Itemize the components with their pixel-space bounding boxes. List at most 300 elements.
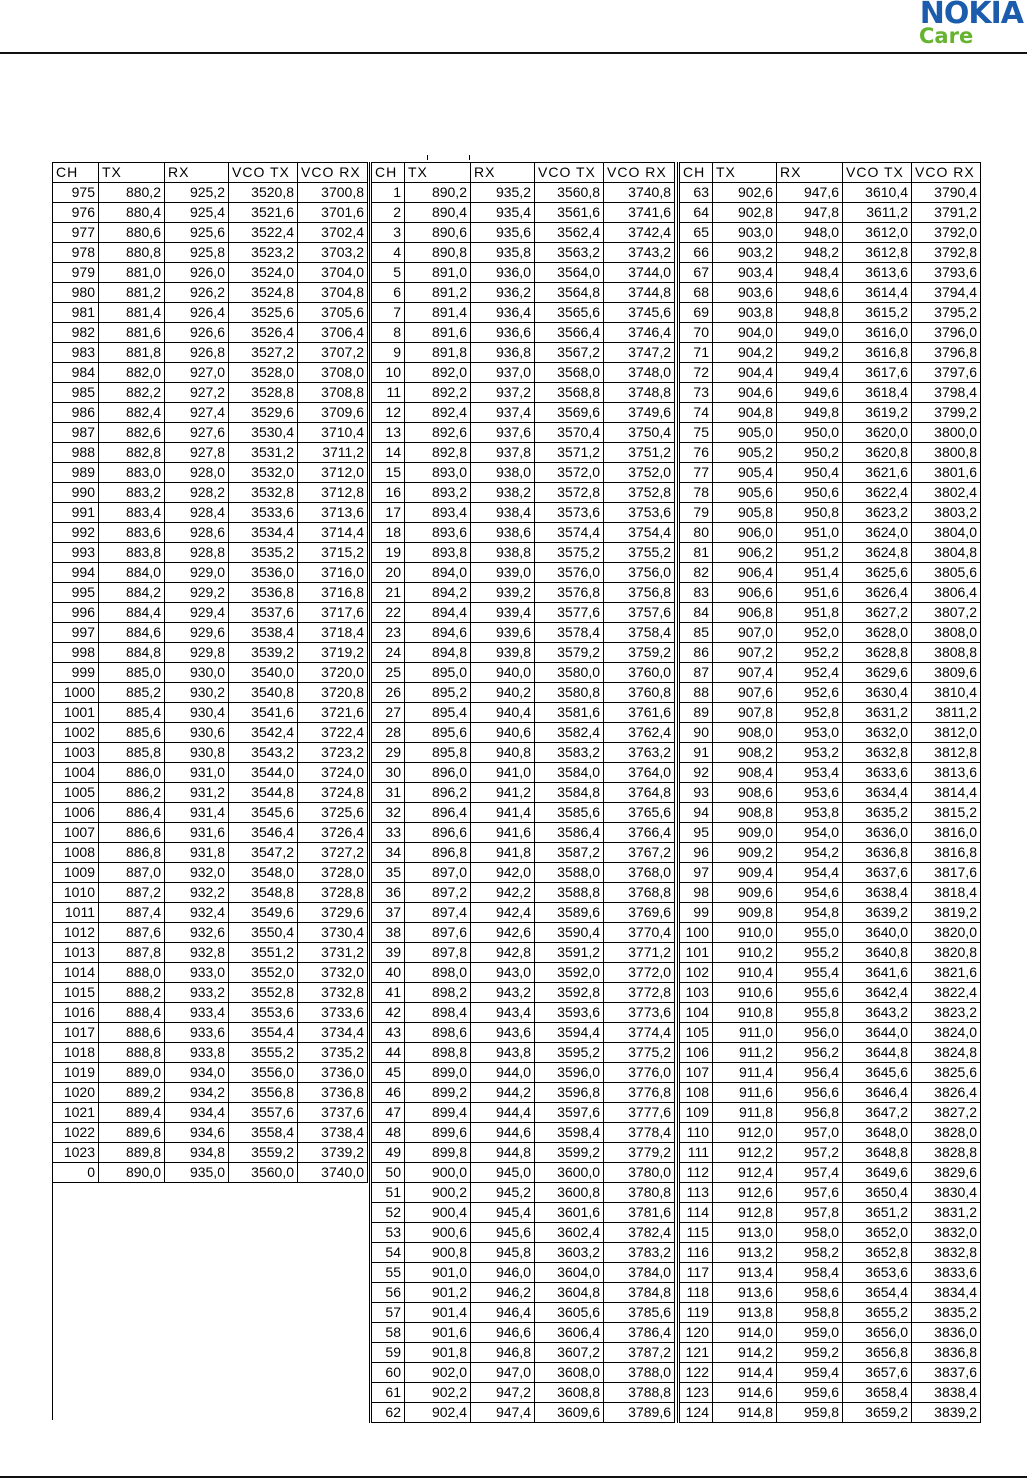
cell-vco-rx: 3814,4	[912, 783, 981, 803]
cell-ch: 86	[679, 643, 713, 663]
table-row	[53, 823, 368, 843]
cell-ch: 33	[371, 823, 405, 843]
table-row	[679, 823, 981, 843]
cell-vco-tx: 3554,4	[229, 1023, 298, 1043]
cell-vco-rx: 3786,4	[604, 1323, 675, 1343]
cell-vco-tx: 3642,4	[843, 983, 912, 1003]
table-row	[53, 1143, 368, 1163]
cell-rx: 954,8	[777, 903, 843, 923]
cell-ch: 1023	[53, 1143, 99, 1163]
cell-tx: 887,2	[99, 883, 165, 903]
cell-vco-tx: 3618,4	[843, 383, 912, 403]
cell-vco-tx: 3641,6	[843, 963, 912, 983]
cell-vco-tx: 3616,8	[843, 343, 912, 363]
table-row	[371, 1163, 675, 1183]
table-row	[53, 1043, 368, 1063]
table-row	[371, 1123, 675, 1143]
cell-tx: 890,2	[405, 183, 471, 203]
table-row	[679, 223, 981, 243]
cell-ch: 67	[679, 263, 713, 283]
cell-vco-tx: 3548,0	[229, 863, 298, 883]
cell-tx: 893,8	[405, 543, 471, 563]
cell-rx: 940,0	[471, 663, 535, 683]
table-row	[679, 683, 981, 703]
table-row	[679, 1263, 981, 1283]
cell-ch: 12	[371, 403, 405, 423]
table-row	[371, 983, 675, 1003]
table-row	[371, 1243, 675, 1263]
cell-tx: 897,8	[405, 943, 471, 963]
cell-vco-rx: 3773,6	[604, 1003, 675, 1023]
table-row	[371, 543, 675, 563]
cell-vco-rx: 3711,2	[298, 443, 368, 463]
cell-vco-rx: 3736,8	[298, 1083, 368, 1103]
cell-tx: 906,2	[713, 543, 777, 563]
cell-vco-tx: 3657,6	[843, 1363, 912, 1383]
table-row	[371, 803, 675, 823]
cell-vco-rx: 3784,0	[604, 1263, 675, 1283]
cell-vco-tx: 3527,2	[229, 343, 298, 363]
cell-tx: 913,2	[713, 1243, 777, 1263]
table-row	[371, 343, 675, 363]
cell-rx: 943,8	[471, 1043, 535, 1063]
table-row	[53, 323, 368, 343]
cell-rx: 948,4	[777, 263, 843, 283]
cell-ch: 59	[371, 1343, 405, 1363]
cell-rx: 948,0	[777, 223, 843, 243]
cell-tx: 887,0	[99, 863, 165, 883]
table-row	[371, 523, 675, 543]
cell-ch: 1010	[53, 883, 99, 903]
cell-rx: 928,8	[165, 543, 229, 563]
cell-vco-tx: 3594,4	[535, 1023, 604, 1043]
cell-tx: 904,2	[713, 343, 777, 363]
cell-vco-tx: 3644,0	[843, 1023, 912, 1043]
cell-vco-tx: 3576,8	[535, 583, 604, 603]
cell-tx: 911,0	[713, 1023, 777, 1043]
cell-vco-rx: 3728,8	[298, 883, 368, 903]
cell-ch: 1009	[53, 863, 99, 883]
cell-rx: 939,4	[471, 603, 535, 623]
table-row	[53, 923, 368, 943]
cell-rx: 930,4	[165, 703, 229, 723]
cell-vco-rx: 3737,6	[298, 1103, 368, 1123]
cell-rx: 948,2	[777, 243, 843, 263]
cell-vco-rx: 3752,8	[604, 483, 675, 503]
cell-rx: 947,6	[777, 183, 843, 203]
cell-ch: 28	[371, 723, 405, 743]
cell-rx: 948,8	[777, 303, 843, 323]
cell-rx: 955,6	[777, 983, 843, 1003]
cell-ch: 108	[679, 1083, 713, 1103]
cell-ch: 30	[371, 763, 405, 783]
cell-rx: 949,8	[777, 403, 843, 423]
cell-rx: 925,4	[165, 203, 229, 223]
table-row	[371, 823, 675, 843]
table-row	[679, 743, 981, 763]
table-row	[679, 583, 981, 603]
cell-rx: 959,2	[777, 1343, 843, 1363]
cell-vco-tx: 3585,6	[535, 803, 604, 823]
cell-rx: 946,0	[471, 1263, 535, 1283]
cell-rx: 928,4	[165, 503, 229, 523]
table-row	[53, 883, 368, 903]
cell-vco-rx: 3713,6	[298, 503, 368, 523]
cell-vco-rx: 3756,8	[604, 583, 675, 603]
cell-vco-rx: 3749,6	[604, 403, 675, 423]
cell-vco-rx: 3816,0	[912, 823, 981, 843]
cell-tx: 910,0	[713, 923, 777, 943]
tick-mark	[469, 155, 470, 160]
table-row	[53, 963, 368, 983]
channel-table-3	[677, 162, 981, 1423]
table-row	[679, 1043, 981, 1063]
table-row	[53, 463, 368, 483]
cell-tx: 900,6	[405, 1223, 471, 1243]
cell-vco-rx: 3800,8	[912, 443, 981, 463]
cell-tx: 885,8	[99, 743, 165, 763]
cell-vco-rx: 3730,4	[298, 923, 368, 943]
table-row	[371, 503, 675, 523]
table-row	[679, 1103, 981, 1123]
cell-vco-tx: 3535,2	[229, 543, 298, 563]
cell-ch: 1018	[53, 1043, 99, 1063]
cell-ch: 7	[371, 303, 405, 323]
cell-rx: 949,6	[777, 383, 843, 403]
cell-rx: 940,4	[471, 703, 535, 723]
table-row	[679, 463, 981, 483]
cell-vco-tx: 3576,0	[535, 563, 604, 583]
cell-vco-rx: 3724,8	[298, 783, 368, 803]
cell-rx: 937,8	[471, 443, 535, 463]
cell-rx: 958,2	[777, 1243, 843, 1263]
cell-vco-rx: 3746,4	[604, 323, 675, 343]
cell-vco-rx: 3734,4	[298, 1023, 368, 1043]
cell-rx: 925,8	[165, 243, 229, 263]
cell-vco-rx: 3704,8	[298, 283, 368, 303]
cell-tx: 903,2	[713, 243, 777, 263]
cell-vco-rx: 3830,4	[912, 1183, 981, 1203]
cell-vco-rx: 3714,4	[298, 523, 368, 543]
cell-tx: 890,0	[99, 1163, 165, 1183]
cell-tx: 913,6	[713, 1283, 777, 1303]
cell-ch: 999	[53, 663, 99, 683]
cell-rx: 959,4	[777, 1363, 843, 1383]
cell-vco-tx: 3573,6	[535, 503, 604, 523]
cell-tx: 900,0	[405, 1163, 471, 1183]
cell-ch: 1005	[53, 783, 99, 803]
cell-vco-tx: 3547,2	[229, 843, 298, 863]
cell-ch: 44	[371, 1043, 405, 1063]
cell-rx: 959,6	[777, 1383, 843, 1403]
table-row	[53, 523, 368, 543]
cell-rx: 926,4	[165, 303, 229, 323]
cell-tx: 900,8	[405, 1243, 471, 1263]
cell-vco-tx: 3523,2	[229, 243, 298, 263]
cell-vco-rx: 3833,6	[912, 1263, 981, 1283]
cell-ch: 992	[53, 523, 99, 543]
cell-vco-rx: 3707,2	[298, 343, 368, 363]
table-row	[371, 783, 675, 803]
cell-vco-tx: 3623,2	[843, 503, 912, 523]
channel-table-1	[52, 162, 368, 1183]
cell-rx: 940,8	[471, 743, 535, 763]
cell-tx: 912,8	[713, 1203, 777, 1223]
cell-vco-tx: 3621,6	[843, 463, 912, 483]
table-row	[371, 1183, 675, 1203]
cell-vco-tx: 3524,8	[229, 283, 298, 303]
cell-vco-rx: 3812,8	[912, 743, 981, 763]
cell-rx: 958,8	[777, 1303, 843, 1323]
cell-vco-rx: 3722,4	[298, 723, 368, 743]
cell-vco-rx: 3772,0	[604, 963, 675, 983]
cell-rx: 929,2	[165, 583, 229, 603]
cell-vco-tx: 3595,2	[535, 1043, 604, 1063]
cell-ch: 1002	[53, 723, 99, 743]
cell-rx: 941,8	[471, 843, 535, 863]
table-row	[679, 363, 981, 383]
cell-vco-rx: 3731,2	[298, 943, 368, 963]
cell-vco-rx: 3838,4	[912, 1383, 981, 1403]
cell-ch: 109	[679, 1103, 713, 1123]
cell-ch: 22	[371, 603, 405, 623]
cell-rx: 941,6	[471, 823, 535, 843]
cell-vco-tx: 3616,0	[843, 323, 912, 343]
table-row	[53, 383, 368, 403]
cell-ch: 39	[371, 943, 405, 963]
cell-rx: 954,0	[777, 823, 843, 843]
cell-vco-rx: 3776,8	[604, 1083, 675, 1103]
cell-vco-tx: 3536,8	[229, 583, 298, 603]
table-row	[53, 303, 368, 323]
cell-tx: 902,8	[713, 203, 777, 223]
cell-tx: 914,4	[713, 1363, 777, 1383]
cell-ch: 53	[371, 1223, 405, 1243]
cell-ch: 66	[679, 243, 713, 263]
cell-vco-tx: 3528,8	[229, 383, 298, 403]
cell-ch: 990	[53, 483, 99, 503]
cell-vco-tx: 3639,2	[843, 903, 912, 923]
cell-rx: 959,8	[777, 1403, 843, 1423]
table-row	[53, 223, 368, 243]
cell-tx: 906,0	[713, 523, 777, 543]
cell-rx: 951,0	[777, 523, 843, 543]
cell-ch: 68	[679, 283, 713, 303]
cell-ch: 1004	[53, 763, 99, 783]
cell-vco-tx: 3572,8	[535, 483, 604, 503]
cell-rx: 957,8	[777, 1203, 843, 1223]
cell-vco-rx: 3732,0	[298, 963, 368, 983]
table-row	[679, 1363, 981, 1383]
cell-vco-rx: 3815,2	[912, 803, 981, 823]
cell-rx: 950,2	[777, 443, 843, 463]
cell-vco-rx: 3738,4	[298, 1123, 368, 1143]
cell-vco-tx: 3568,8	[535, 383, 604, 403]
cell-rx: 938,0	[471, 463, 535, 483]
cell-rx: 949,4	[777, 363, 843, 383]
cell-rx: 938,6	[471, 523, 535, 543]
cell-rx: 943,4	[471, 1003, 535, 1023]
cell-vco-tx: 3605,6	[535, 1303, 604, 1323]
cell-vco-rx: 3769,6	[604, 903, 675, 923]
cell-vco-tx: 3648,8	[843, 1143, 912, 1163]
cell-tx: 882,4	[99, 403, 165, 423]
table-row	[679, 603, 981, 623]
table-row	[679, 1023, 981, 1043]
cell-vco-rx: 3728,0	[298, 863, 368, 883]
cell-vco-tx: 3571,2	[535, 443, 604, 463]
cell-vco-rx: 3757,6	[604, 603, 675, 623]
cell-rx: 956,0	[777, 1023, 843, 1043]
cell-rx: 944,4	[471, 1103, 535, 1123]
cell-ch: 69	[679, 303, 713, 323]
cell-rx: 937,4	[471, 403, 535, 423]
cell-vco-tx: 3612,0	[843, 223, 912, 243]
cell-tx: 912,6	[713, 1183, 777, 1203]
cell-vco-rx: 3710,4	[298, 423, 368, 443]
table-row	[679, 643, 981, 663]
cell-ch: 978	[53, 243, 99, 263]
cell-vco-rx: 3811,2	[912, 703, 981, 723]
cell-ch: 102	[679, 963, 713, 983]
cell-tx: 896,8	[405, 843, 471, 863]
cell-vco-rx: 3804,8	[912, 543, 981, 563]
cell-rx: 944,2	[471, 1083, 535, 1103]
header-vco-rx: VCO RX	[298, 163, 368, 183]
table-row	[371, 603, 675, 623]
cell-vco-tx: 3559,2	[229, 1143, 298, 1163]
cell-vco-tx: 3544,0	[229, 763, 298, 783]
table-row	[371, 483, 675, 503]
cell-vco-rx: 3740,0	[298, 1163, 368, 1183]
cell-vco-rx: 3719,2	[298, 643, 368, 663]
cell-tx: 882,0	[99, 363, 165, 383]
cell-vco-tx: 3578,4	[535, 623, 604, 643]
cell-vco-tx: 3584,8	[535, 783, 604, 803]
cell-tx: 914,0	[713, 1323, 777, 1343]
cell-ch: 984	[53, 363, 99, 383]
cell-tx: 892,0	[405, 363, 471, 383]
cell-rx: 953,0	[777, 723, 843, 743]
cell-tx: 881,0	[99, 263, 165, 283]
cell-tx: 882,2	[99, 383, 165, 403]
cell-rx: 940,2	[471, 683, 535, 703]
cell-vco-tx: 3531,2	[229, 443, 298, 463]
cell-ch: 991	[53, 503, 99, 523]
cell-vco-tx: 3570,4	[535, 423, 604, 443]
cell-tx: 898,2	[405, 983, 471, 1003]
cell-vco-rx: 3704,0	[298, 263, 368, 283]
table-row	[53, 663, 368, 683]
cell-vco-tx: 3611,2	[843, 203, 912, 223]
cell-tx: 896,0	[405, 763, 471, 783]
table-row	[53, 1103, 368, 1123]
table-row	[53, 863, 368, 883]
cell-rx: 958,4	[777, 1263, 843, 1283]
cell-ch: 57	[371, 1303, 405, 1323]
table-row	[53, 503, 368, 523]
cell-rx: 955,0	[777, 923, 843, 943]
cell-tx: 894,6	[405, 623, 471, 643]
cell-vco-rx: 3789,6	[604, 1403, 675, 1423]
cell-vco-rx: 3760,8	[604, 683, 675, 703]
cell-vco-tx: 3656,8	[843, 1343, 912, 1363]
cell-vco-rx: 3764,0	[604, 763, 675, 783]
cell-vco-rx: 3759,2	[604, 643, 675, 663]
cell-ch: 977	[53, 223, 99, 243]
cell-ch: 1	[371, 183, 405, 203]
cell-vco-tx: 3565,6	[535, 303, 604, 323]
cell-vco-rx: 3839,2	[912, 1403, 981, 1423]
cell-rx: 956,6	[777, 1083, 843, 1103]
cell-vco-rx: 3832,8	[912, 1243, 981, 1263]
cell-rx: 952,2	[777, 643, 843, 663]
cell-vco-tx: 3532,0	[229, 463, 298, 483]
cell-vco-tx: 3644,8	[843, 1043, 912, 1063]
cell-vco-tx: 3654,4	[843, 1283, 912, 1303]
table-row	[53, 743, 368, 763]
cell-ch: 47	[371, 1103, 405, 1123]
cell-ch: 985	[53, 383, 99, 403]
cell-vco-rx: 3775,2	[604, 1043, 675, 1063]
header-rule	[0, 52, 1027, 54]
cell-rx: 939,0	[471, 563, 535, 583]
cell-rx: 928,0	[165, 463, 229, 483]
cell-vco-rx: 3784,8	[604, 1283, 675, 1303]
cell-rx: 945,8	[471, 1243, 535, 1263]
cell-vco-rx: 3744,8	[604, 283, 675, 303]
cell-vco-tx: 3635,2	[843, 803, 912, 823]
cell-vco-rx: 3765,6	[604, 803, 675, 823]
table-row	[679, 983, 981, 1003]
cell-vco-rx: 3831,2	[912, 1203, 981, 1223]
cell-rx: 953,6	[777, 783, 843, 803]
cell-vco-rx: 3720,0	[298, 663, 368, 683]
cell-ch: 1006	[53, 803, 99, 823]
cell-rx: 951,2	[777, 543, 843, 563]
cell-ch: 91	[679, 743, 713, 763]
cell-ch: 8	[371, 323, 405, 343]
table-row	[679, 1123, 981, 1143]
table-row	[53, 183, 368, 203]
cell-rx: 946,8	[471, 1343, 535, 1363]
cell-ch: 122	[679, 1363, 713, 1383]
cell-vco-tx: 3653,6	[843, 1263, 912, 1283]
cell-vco-rx: 3776,0	[604, 1063, 675, 1083]
cell-tx: 889,8	[99, 1143, 165, 1163]
cell-vco-tx: 3540,0	[229, 663, 298, 683]
cell-tx: 903,4	[713, 263, 777, 283]
cell-rx: 944,8	[471, 1143, 535, 1163]
cell-ch: 994	[53, 563, 99, 583]
cell-tx: 899,8	[405, 1143, 471, 1163]
cell-rx: 951,8	[777, 603, 843, 623]
table-row	[371, 1103, 675, 1123]
cell-ch: 105	[679, 1023, 713, 1043]
cell-vco-rx: 3747,2	[604, 343, 675, 363]
cell-tx: 885,4	[99, 703, 165, 723]
table-row	[371, 1003, 675, 1023]
cell-ch: 111	[679, 1143, 713, 1163]
cell-ch: 120	[679, 1323, 713, 1343]
cell-ch: 100	[679, 923, 713, 943]
cell-vco-rx: 3716,8	[298, 583, 368, 603]
cell-tx: 894,4	[405, 603, 471, 623]
cell-tx: 881,6	[99, 323, 165, 343]
cell-ch: 976	[53, 203, 99, 223]
cell-vco-tx: 3586,4	[535, 823, 604, 843]
cell-vco-tx: 3640,0	[843, 923, 912, 943]
